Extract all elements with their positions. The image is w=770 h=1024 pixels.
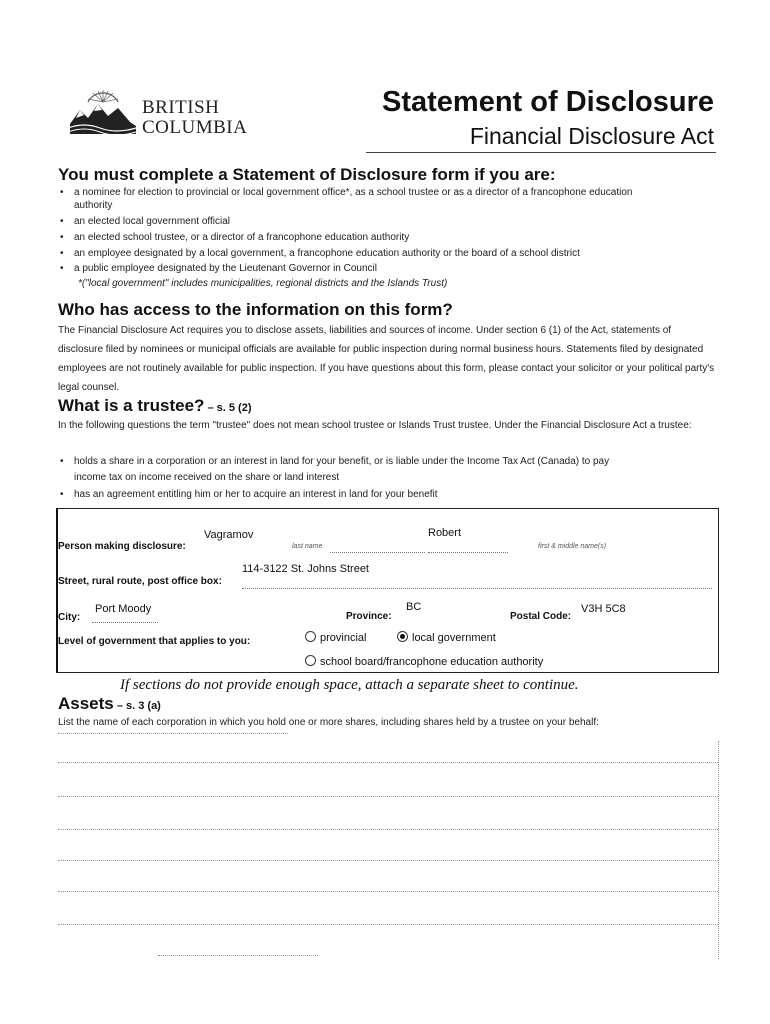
intro-bullet-4: • an employee designated by a local government, a francophone education authority or the board of a school district xyxy=(60,248,580,259)
intro-bullet-2: • an elected local government official xyxy=(60,216,231,227)
page-title: Statement of Disclosure xyxy=(382,86,714,118)
assets-instruction: List the name of each corporation in which you hold one or more shares, including shares held by a trustee on your behalf: xyxy=(58,717,599,728)
discloser-form xyxy=(56,508,719,673)
intro-bullet-3: • an elected school trustee, or a director of a francophone education authority xyxy=(60,232,410,243)
assets-line-2[interactable] xyxy=(58,796,718,797)
intro-bullet-5: • a public employee designated by the Lieutenant Governor in Council xyxy=(60,263,377,274)
assets-entry-area[interactable] xyxy=(56,741,719,959)
intro-heading: You must complete a Statement of Disclosure form if you are: xyxy=(58,165,556,184)
title-divider xyxy=(366,152,716,153)
radio-icon[interactable] xyxy=(305,631,316,642)
province-label: Province: xyxy=(346,611,392,622)
logo-line-2: COLUMBIA xyxy=(142,117,248,138)
trustee-bullet-2-text: has an agreement entitling him or her to acquire an interest in land for your benefit xyxy=(74,489,438,500)
government-level-label: Level of government that applies to you: xyxy=(58,636,251,647)
assets-line-0 xyxy=(58,733,288,734)
option-local-government-label: local government xyxy=(412,632,496,644)
intro-footnote: *("local government" includes municipalities, regional districts and the Islands Trust) xyxy=(78,278,448,289)
intro-bullet-5-text: a public employee designated by the Lieutenant Governor in Council xyxy=(74,263,377,274)
intro-bullet-1: • a nominee for election to provincial or local government office*, as a school trustee or as a director of a francophone education xyxy=(60,187,633,198)
street-input[interactable]: 114-3122 St. Johns Street xyxy=(242,563,369,575)
intro-bullet-4-text: an employee designated by a local government, a francophone education authority or the board of a school district xyxy=(74,248,580,259)
option-school-board-label: school board/francophone education authority xyxy=(320,656,544,668)
assets-line-7[interactable] xyxy=(158,955,318,956)
trustee-text: In the following questions the term "trustee" does not mean school trustee or Islands Trust trustee. Under the Financial Disclosure Act a trustee: xyxy=(58,420,692,431)
assets-section-ref: – s. 3 (a) xyxy=(113,700,161,712)
first-name-input[interactable]: Robert xyxy=(428,527,462,539)
option-provincial[interactable] xyxy=(305,631,366,644)
province-input[interactable]: BC xyxy=(406,601,422,613)
trustee-heading xyxy=(58,396,252,416)
trustee-bullet-1: • holds a share in a corporation or an interest in land for your benefit, or is liable under the Income Tax Act (Canada) to pay xyxy=(60,456,610,467)
assets-heading-text: Assets xyxy=(58,694,114,713)
logo-wordmark xyxy=(142,98,247,138)
intro-bullet-1-cont: authority xyxy=(74,200,113,211)
intro-bullet-2-text: an elected local government official xyxy=(74,216,231,227)
trustee-heading-text: What is a trustee? xyxy=(58,396,205,415)
last-name-input[interactable]: Vagramov xyxy=(204,529,254,541)
option-provincial-label: provincial xyxy=(320,632,367,644)
access-text: The Financial Disclosure Act requires you to disclose assets, liabilities and sources of income. Under section 6 (1) of the Act, statements of disclosure filed by nominees or municipal officials are available for public inspection during normal business hours. Statements filed by designated employees are not routinely available for public inspection. If you have questions about this form, please contact your solicitor or your political party's legal counsel. xyxy=(58,325,715,393)
radio-icon[interactable] xyxy=(305,655,316,666)
last-name-line xyxy=(330,552,425,553)
postal-code-input[interactable]: V3H 5C8 xyxy=(581,603,626,615)
postal-code-label: Postal Code: xyxy=(510,611,572,622)
city-input[interactable]: Port Moody xyxy=(95,603,152,615)
city-line xyxy=(92,622,158,623)
bc-crest-icon xyxy=(66,88,138,140)
trustee-bullet-1-cont: income tax on income received on the share or land interest xyxy=(74,472,340,483)
street-label: Street, rural route, post office box: xyxy=(58,576,222,587)
logo-line-1: BRITISH xyxy=(142,97,220,118)
person-label: Person making disclosure: xyxy=(58,541,186,552)
continuation-note: If sections do not provide enough space, attach a separate sheet to continue. xyxy=(120,677,579,693)
first-name-line xyxy=(428,552,508,553)
trustee-bullet-2: • has an agreement entitling him or her to acquire an interest in land for your benefit xyxy=(60,489,438,500)
assets-heading xyxy=(58,694,161,714)
assets-line-4[interactable] xyxy=(58,860,718,861)
first-name-hint: first & middle name(s) xyxy=(538,543,607,550)
trustee-section-ref: – s. 5 (2) xyxy=(204,402,252,414)
assets-line-6[interactable] xyxy=(58,924,718,925)
assets-line-5[interactable] xyxy=(58,891,718,892)
street-line xyxy=(242,588,712,589)
intro-bullet-1-text: a nominee for election to provincial or local government office*, as a school trustee or as a director of a francophone education xyxy=(74,187,633,198)
city-label: City: xyxy=(58,612,81,623)
radio-icon[interactable] xyxy=(397,631,408,642)
trustee-bullet-1-text: holds a share in a corporation or an interest in land for your benefit, or is liable under the Income Tax Act (Canada) to pay xyxy=(74,456,610,467)
page-subtitle: Financial Disclosure Act xyxy=(469,123,714,149)
assets-line-3[interactable] xyxy=(58,829,718,830)
option-local-government[interactable] xyxy=(397,631,496,644)
last-name-hint: last name xyxy=(292,543,323,550)
intro-bullet-3-text: an elected school trustee, or a director of a francophone education authority xyxy=(74,232,410,243)
option-school-board[interactable] xyxy=(305,655,543,668)
access-heading: Who has access to the information on this form? xyxy=(58,300,453,319)
assets-line-1[interactable] xyxy=(58,762,718,763)
